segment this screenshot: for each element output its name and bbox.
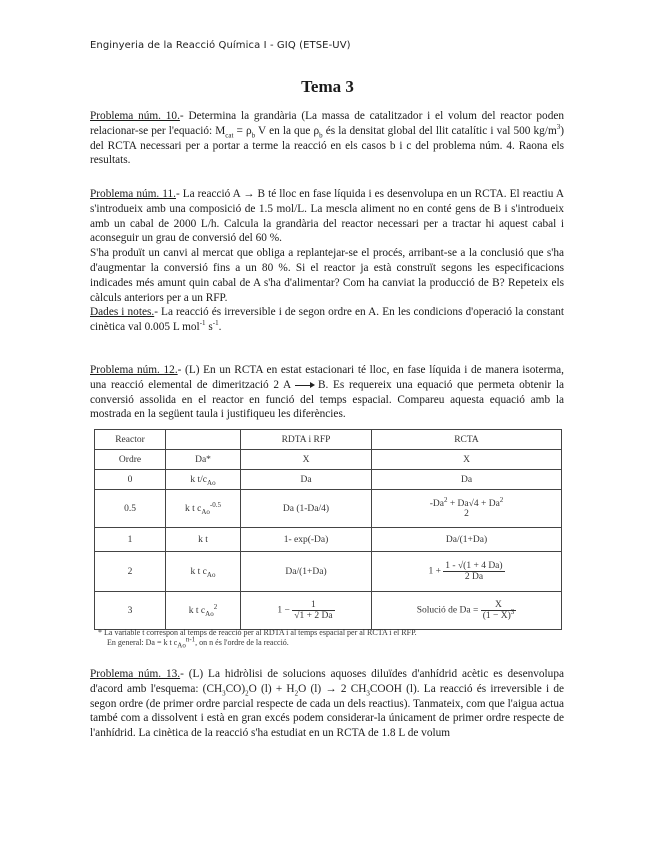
problem-10: Problema núm. 10.- Determina la grandària (La massa de catalitzador i el volum del reactor poden relacionar-se per l'equació: $M_{cat} = \rho_b$ V en la que $\rho_b$ és la densitat global del llit catalític i val 500 $kg/m^3$) del RCTA necessari per a portar a terme la reacció en els casos b i c del problema núm. 4. Raona els resultats. [90, 110, 564, 167]
problem-12-label: Problema núm. 12. [90, 364, 178, 376]
table-row: Reactor RDTA i RFP RCTA [95, 430, 562, 450]
notes-label: Dades i notes. [90, 306, 155, 319]
problem-13: Problema núm. 13.- (L) La hidròlisi de solucions aquoses diluïdes d'anhídrid acètic es desenvolupa d'acord amb l'esquema: $(CH_3CO)_2O$ $(l) + H_2O$ (l) → 2 $CH_3COOH$ (l). La reacció és irreversible i de segon ordre (de primer ordre parcial respecte de cada un dels reactius). Tanmateix, com que l'aigua actua també com a dissolvent i està en gran excés podem considerar-la únicament de primer ordre respecte de l'anhídrid. La cinètica de la reacció s'ha estudiat en un RCTA de 1.8 L de volum [90, 668, 565, 740]
conversion-table [94, 429, 562, 630]
table-row: 2 k t $c_{Ao}$ Da/(1+Da) 1 + $\frac{1 - √(1 + 4 Da)}{2 Da}$ [95, 552, 562, 592]
table-row: 1 k t 1- exp(-Da) Da/(1+Da) [95, 528, 562, 552]
problem-11-label: Problema núm. 11. [90, 188, 176, 200]
page-header: Enginyeria de la Reacció Química I - GIQ (ETSE-UV) [90, 40, 351, 51]
table-row: Ordre Da* X X [95, 450, 562, 470]
problem-10-label: Problema núm. 10. [90, 110, 180, 122]
problem-12: Problema núm. 12.- (L) En un RCTA en estat estacionari té lloc, en fase líquida i de manera isoterma, una reacció elemental de dimerització 2 A B. Es requereix una equació que permeta obtenir la conversió assolida en el reactor en funció del temps espacial. Compareu aquesta equació amb la mostrada en la següent taula i justifiqueu les diferències. [90, 364, 564, 421]
table-footnote: * La variable t correspon al temps de reacció per al RDTA i al temps espacial per al RCTA i el RFP. En general: Da = k t $c_{Ao}^{n-1}$, on n és l'ordre de la reacció. [98, 628, 417, 650]
problem-13-label: Problema núm. 13. [90, 668, 181, 680]
table-row: 3 k t $c_{Ao}^2$ 1 − $\frac{1}{√1 + 2 Da}$ Solució de Da = $\frac{X}{(1 - X)^3}$ [95, 592, 562, 630]
arrow-icon [295, 385, 313, 386]
page-title: Tema 3 [301, 77, 354, 96]
table-row: 0.5 k t $c_{Ao}^{-0.5}$ Da (1-Da/4) $-Da^2 + Da√4 + Da^2$ 2 [95, 490, 562, 528]
table-row: 0 k $t/c_{Ao}$ Da Da [95, 470, 562, 490]
problem-11: Problema núm. 11.- La reacció A → B té lloc en fase líquida i es desenvolupa en un RCTA. El reactiu A s'introdueix amb una composició de 1.5 mol/L. La mescla aliment no en conté gens de B i s'introdueix amb un cabal de 2000 L/h. Calcula la grandària del reactor necessari per a tractar hi aquest cabal i aconseguir un grau de conversió del 60 %. S'ha produït un canvi al mercat que obliga a replantejar-se el procés, arribant-se a la conclusió que s'ha d'augmentar la conversió fins a un 80 %. Si el reactor ja està construït segons les especificacions indicades més amunt quin cabal de A s'ha d'alimentar? Com ha canviat la producció de B? Repeteix els càlculs anteriors per a un RFP. Dades i notes.- La reacció és irreversible i de segon ordre en A. En les condicions d'operació la constant cinètica val 0.005 L mol$^{-1}$ $s^{-1}$. [90, 188, 564, 334]
